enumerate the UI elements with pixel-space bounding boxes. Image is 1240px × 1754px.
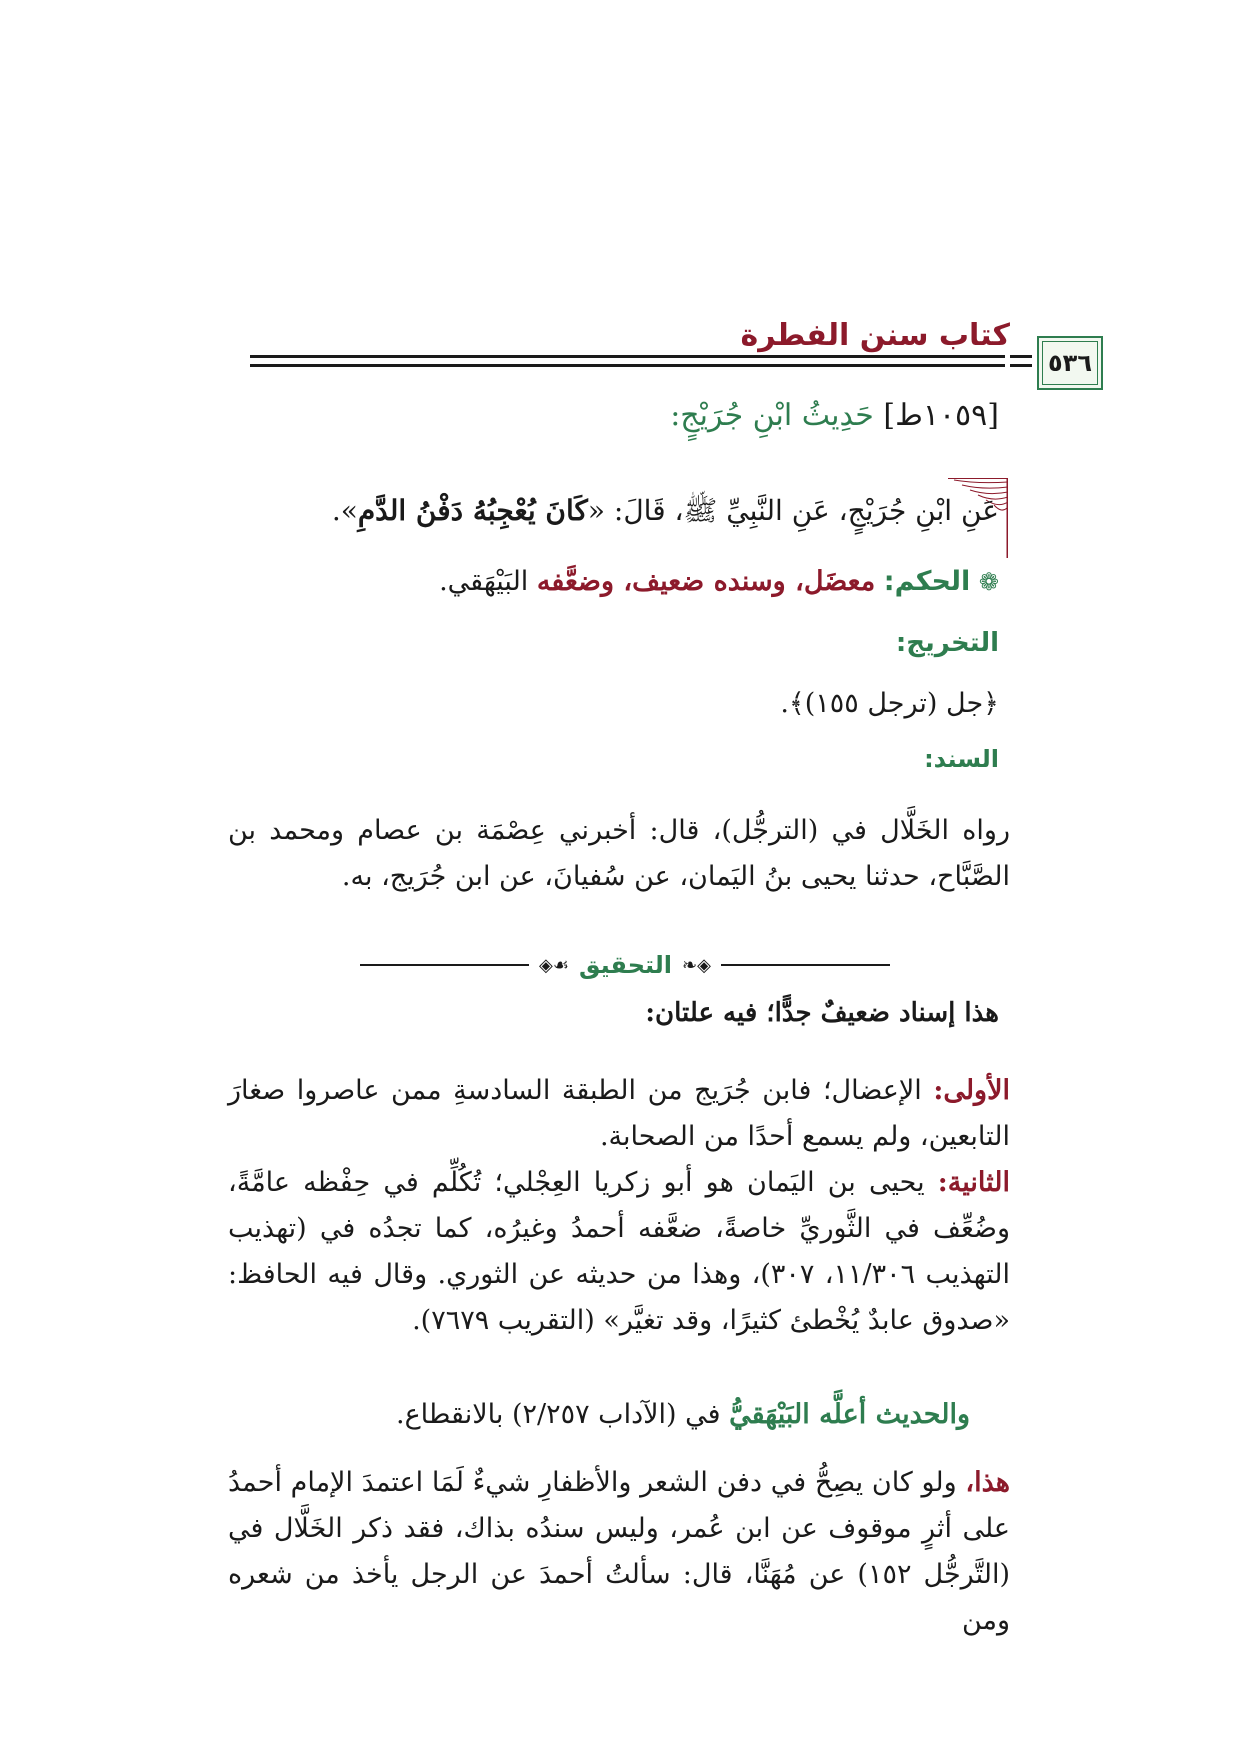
sanad-paragraph: رواه الخَلَّال في (الترجُّل)، قال: أخبرني عِصْمَة بن عصام ومحمد بن الصَّبَّاح، حدثنا يحيى بنُ اليَمان، عن سُفيانَ، عن ابن جُرَيج، به. bbox=[228, 815, 1010, 892]
tahqiq-divider bbox=[360, 948, 890, 982]
tahqiq-label: التحقيق bbox=[579, 951, 673, 979]
sanad-label: السند: bbox=[924, 745, 999, 773]
takhrij-reference: ﴿جل (ترجل ١٥٥)﴾. bbox=[780, 688, 999, 719]
flourish-icon: ◈❧ bbox=[682, 954, 711, 976]
hukm-value: معضَل، وسنده ضعيف، وضعَّفه bbox=[536, 566, 876, 597]
flourish-icon: ☙◈ bbox=[539, 954, 569, 976]
hadith-number: [١٠٥٩ط] bbox=[883, 398, 999, 433]
hadith-matn: كَانَ يُعْجِبُهُ دَفْنُ الدَّمِ bbox=[357, 494, 588, 527]
divider-line bbox=[360, 964, 529, 966]
divider-line bbox=[721, 964, 890, 966]
first-defect-paragraph bbox=[228, 1068, 1010, 1160]
analysis-summary: هذا إسناد ضعيفٌ جدًّا؛ فيه علتان: bbox=[645, 998, 999, 1028]
hadith-title: حَدِيثُ ابْنِ جُرَيْجٍ: bbox=[670, 398, 874, 433]
hadith-heading bbox=[670, 398, 999, 433]
illa-label: والحديث أعلَّه البَيْهَقيُّ bbox=[729, 1399, 970, 1430]
illa-text: في (الآداب ٢/٢٥٧) بالانقطاع. bbox=[395, 1399, 730, 1430]
hukm-label: الحكم: bbox=[883, 566, 971, 597]
closing-label: هذا، bbox=[965, 1467, 1010, 1498]
header-rule bbox=[250, 355, 1005, 358]
second-defect-label: الثانية: bbox=[937, 1167, 1010, 1198]
page-number: ٥٣٦ bbox=[1048, 349, 1092, 377]
hukm-rest: البَيْهَقي. bbox=[439, 566, 529, 597]
first-defect-label: الأولى: bbox=[933, 1075, 1010, 1106]
closing-paragraph bbox=[228, 1460, 1010, 1644]
book-title: كتاب سنن الفطرة bbox=[740, 318, 1010, 353]
hadith-text bbox=[332, 494, 999, 534]
header-rule bbox=[1010, 355, 1032, 358]
header-rule bbox=[250, 364, 1005, 367]
illa-paragraph bbox=[396, 1392, 970, 1438]
page-number-badge bbox=[1037, 336, 1103, 390]
second-defect-text: يحيى بن اليَمان هو أبو زكريا العِجْلي؛ تُكُلِّم في حِفْظه عامَّةً، وضُعِّف في الثَّوريِّ خاصةً، ضعَّفه أحمدُ وغيرُه، كما تجدُه في (تهذيب التهذيب ١١/٣٠٦، ٣٠٧)، وهذا من حديثه عن الثوري. وقال فيه الحافظ: «صدوق عابدٌ يُخْطئ كثيرًا، وقد تغيَّر» (التقريب ٧٦٧٩). bbox=[228, 1167, 1011, 1336]
header-rule bbox=[1010, 364, 1032, 367]
second-defect-paragraph bbox=[228, 1160, 1010, 1344]
hadith-text-end: ». bbox=[331, 494, 358, 527]
first-defect-text: الإعضال؛ فابن جُرَيج من الطبقة السادسةِ ممن عاصروا صغارَ التابعين، ولم يسمع أحدًا من الصحابة. bbox=[228, 1075, 1010, 1152]
flower-ornament-icon: ❁ bbox=[978, 568, 999, 596]
hadith-text-intro: عَنِ ابْنِ جُرَيْجٍ، عَنِ النَّبِيِّ ﷺ، قَالَ: « bbox=[587, 494, 999, 527]
takhrij-label: التخريج: bbox=[895, 628, 999, 658]
closing-text: ولو كان يصِحُّ في دفن الشعر والأظفارِ شيءٌ لَمَا اعتمدَ الإمام أحمدُ على أثرٍ موقوف عن ابن عُمر، وليس سندُه بذاك، فقد ذكر الخَلَّال في (التَّرجُّل ١٥٢) عن مُهَنَّا، قال: سألتُ أحمدَ عن الرجل يأخذ من شعره ومن bbox=[228, 1467, 1010, 1636]
hukm-line bbox=[439, 566, 999, 597]
